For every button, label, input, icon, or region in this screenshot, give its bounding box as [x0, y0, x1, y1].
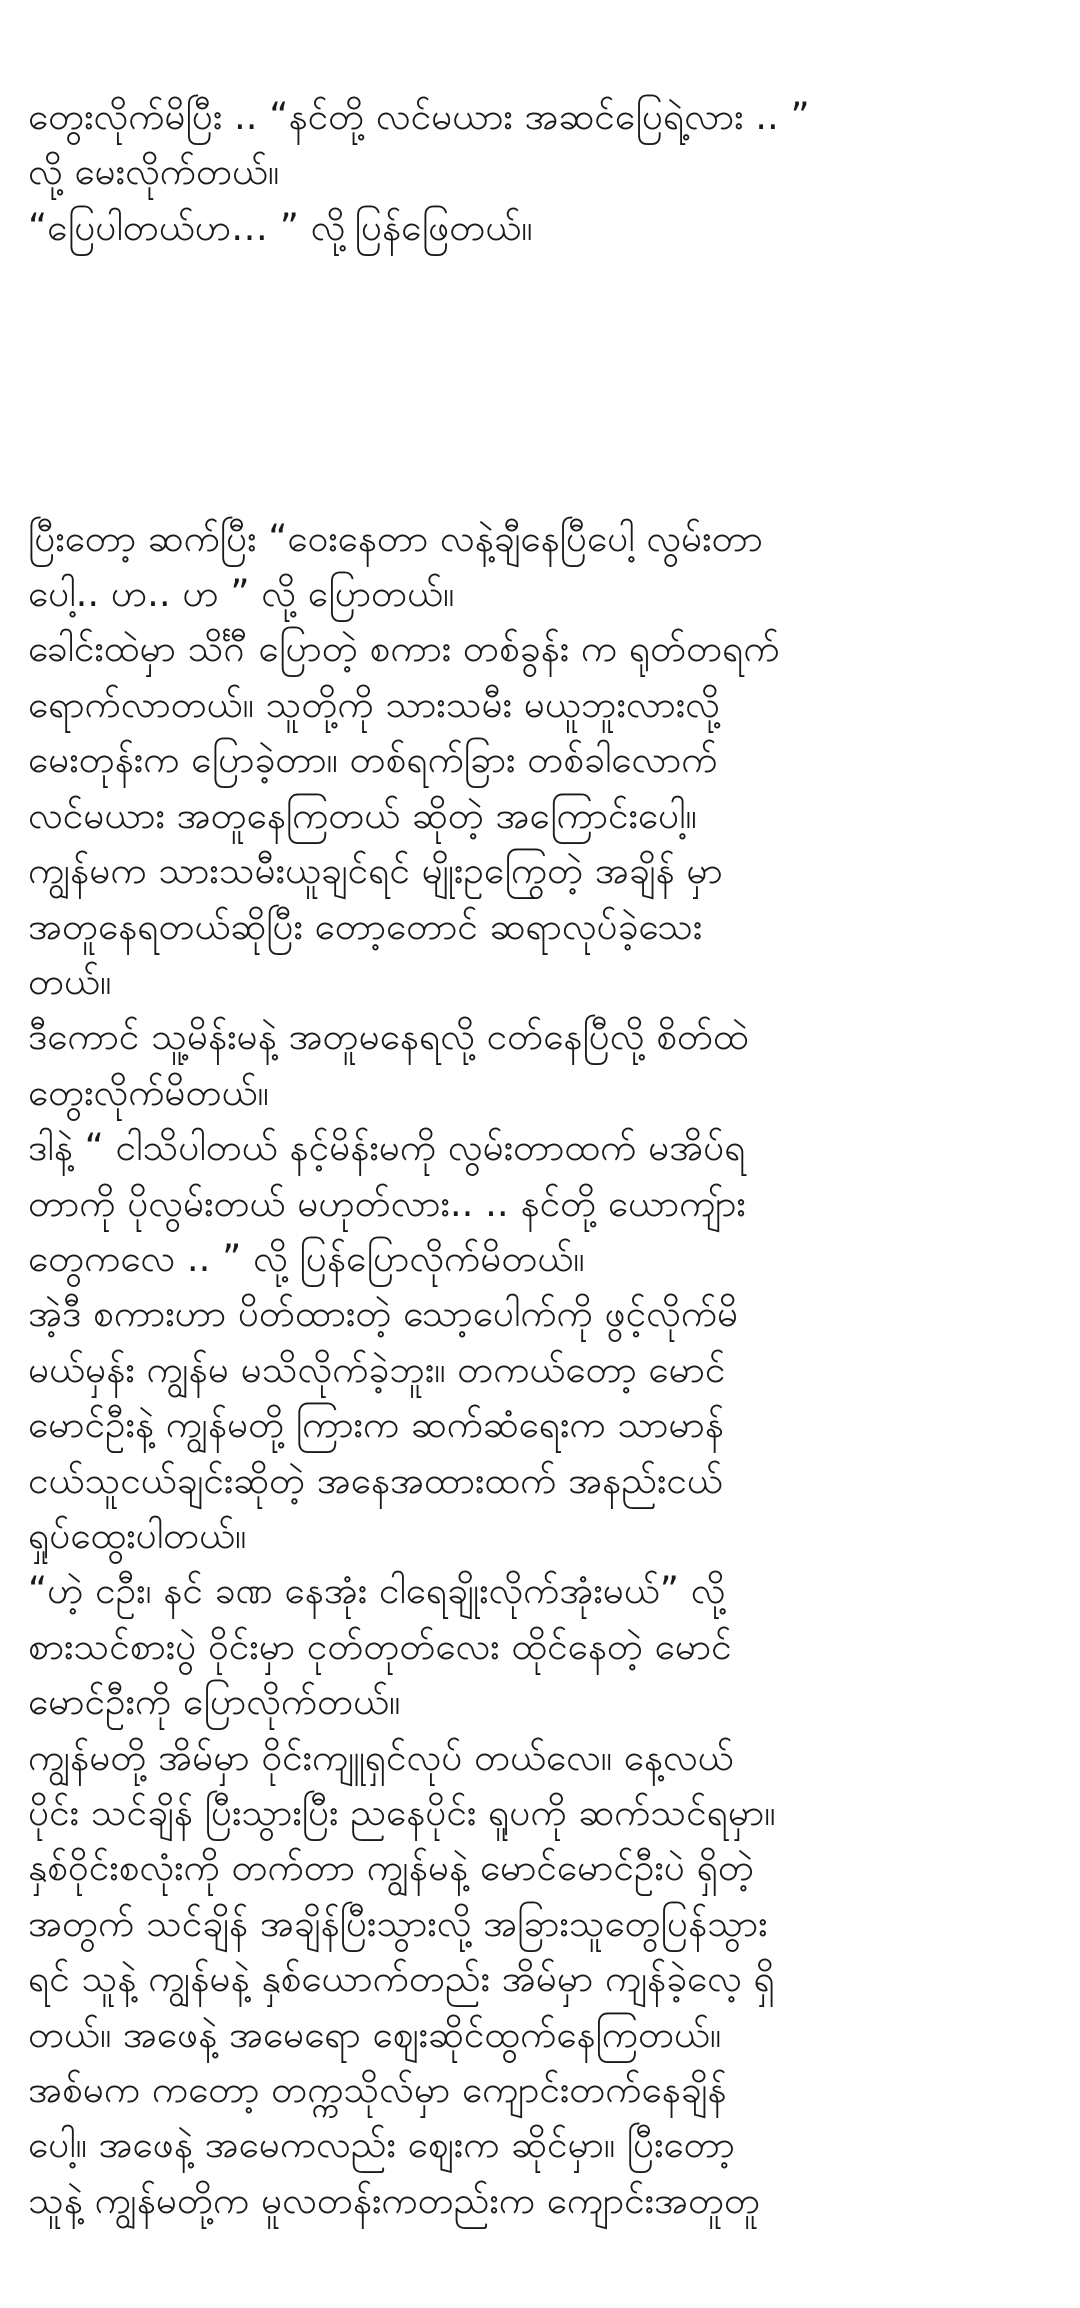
article-body: [28, 0, 1058, 2308]
paragraph-1: တွေးလိုက်မိပြီး .. “နင်တို့ လင်မယား အဆင်ပြေရဲ့လား .. ” လို့ မေးလိုက်တယ်။ “ပြေပါတယ်ဟ… ” လို့ပြန်ဖြေတယ်။: [28, 94, 810, 249]
paragraph-2: ပြီးတော့ ဆက်ပြီး “ဝေးနေတာ လနဲ့ချီနေပြီပေါ့ လွမ်းတာ ပေါ့.. ဟ.. ဟ ” လို့ ပြောတယ်။ ခေါင်းထဲမှာ သိင်္ဂီ ပြောတဲ့ စကား တစ်ခွန်း က ရုတ်တရက် ရောက်လာတယ်။ သူတို့ကို သားသမီး မယူဘူးလားလို့ မေးတုန်းက ပြောခဲ့တာ။ တစ်ရက်ခြား တစ်ခါလောက် လင်မယား အတူနေကြတယ် ဆိုတဲ့ အကြောင်းပေါ့။ ကျွန်မက သားသမီးယူချင်ရင် မျိုးဥကြွေတဲ့ အချိန် မှာ အတူနေရတယ်ဆိုပြီး တော့တောင် ဆရာလုပ်ခဲ့သေး တယ်။ ဒီကောင် သူ့မိန်းမနဲ့ အတူမနေရလို့ ငတ်နေပြီလို့ စိတ်ထဲ တွေးလိုက်မိတယ်။ ဒါနဲ့ “ ငါသိပါတယ် နင့်မိန်းမကို လွမ်းတာထက် မအိပ်ရ တာကို ပိုလွမ်းတယ် မဟုတ်လား.. .. နင်တို့ ယောကျ်ား တွေကလေ .. ” လို့ ပြန်ပြောလိုက်မိတယ်။ အဲ့ဒီ စကားဟာ ပိတ်ထားတဲ့ သော့ပေါက်ကို ဖွင့်လိုက်မိ မယ်မှန်း ကျွန်မ မသိလိုက်ခဲ့ဘူး။ တကယ်တော့ မောင် မောင်ဦးနဲ့ ကျွန်မတို့ ကြားက ဆက်ဆံရေးက သာမာန် ငယ်သူငယ်ချင်းဆိုတဲ့ အနေအထားထက် အနည်းငယ် ရှုပ်ထွေးပါတယ်။ “ဟဲ့ ငဦး၊ နင် ခဏ နေအုံး ငါရေချိုးလိုက်အုံးမယ်” လို့ စားသင်စားပွဲ ဝိုင်းမှာ ငုတ်တုတ်လေး ထိုင်နေတဲ့ မောင် မောင်ဦးကို ပြောလိုက်တယ်။ ကျွန်မတို့ အိမ်မှာ ဝိုင်းကျူရှင်လုပ် တယ်လေ။ နေ့လယ် ပိုင်း သင်ချိန် ပြီးသွားပြီး ညနေပိုင်း ရူပကို ဆက်သင်ရမှာ။ နှစ်ဝိုင်းစလုံးကို တက်တာ ကျွန်မနဲ့ မောင်မောင်ဦးပဲ ရှိတဲ့ အတွက် သင်ချိန် အချိန်ပြီးသွားလို့ အခြားသူတွေပြန်သွား ရင် သူနဲ့ ကျွန်မနဲ့ နှစ်ယောက်တည်း အိမ်မှာ ကျန်ခဲ့လေ့ ရှိ တယ်။ အဖေနဲ့ အမေရော ဈေးဆိုင်ထွက်နေကြတယ်။ အစ်မက ကတော့ တက္ကသိုလ်မှာ ကျောင်းတက်နေချိန် ပေါ့။ အဖေနဲ့ အမေကလည်း ဈေးက ဆိုင်မှာ။ ပြီးတော့ သူနဲ့ ကျွန်မတို့က မူလတန်းကတည်းက ကျောင်းအတူတူ: [28, 516, 780, 2222]
paragraph-spacer: [28, 366, 1058, 400]
